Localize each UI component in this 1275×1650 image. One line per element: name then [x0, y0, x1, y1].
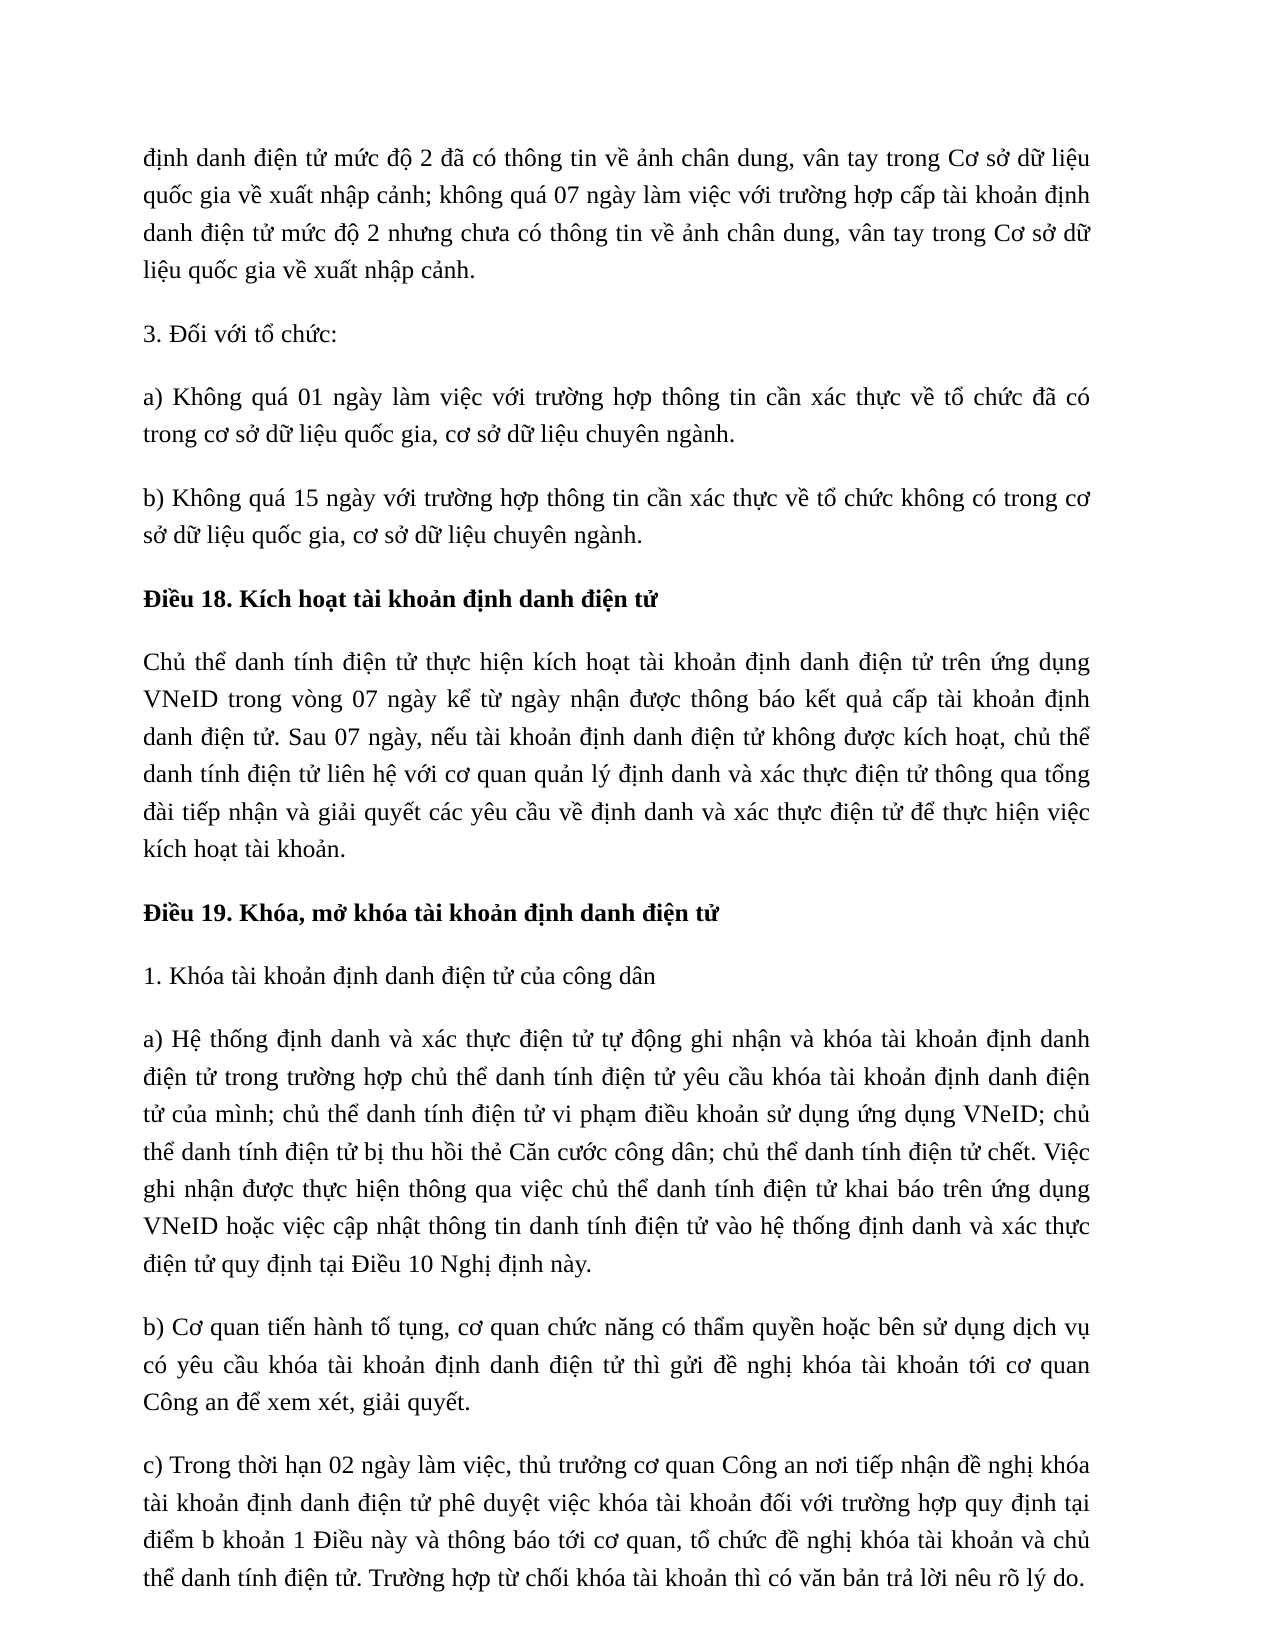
paragraph-continued-level-2: định danh điện tử mức độ 2 đã có thông tin về ảnh chân dung, vân tay trong Cơ sở dữ liệu quốc gia về xuất nhập cảnh; không quá 07 ngày làm việc với trường hợp cấp tài khoản định danh điện tử mức độ 2 nhưng chưa có thông tin về ảnh chân dung, vân tay trong Cơ sở dữ liệu quốc gia về xuất nhập cảnh.	[143, 143, 1090, 285]
heading-article-19: Điều 19. Khóa, mở khóa tài khoản định danh điện tử	[143, 897, 720, 927]
document-body	[143, 139, 1090, 1622]
paragraph-article-19-item-1a: a) Hệ thống định danh và xác thực điện tử tự động ghi nhận và khóa tài khoản định danh điện tử trong trường hợp chủ thể danh tính điện tử yêu cầu khóa tài khoản định danh điện tử của mình; chủ thể danh tính điện tử vi phạm điều khoản sử dụng ứng dụng VNeID; chủ thể danh tính điện tử bị thu hồi thẻ Căn cước công dân; chủ thể danh tính điện tử chết. Việc ghi nhận được thực hiện thông qua việc chủ thể danh tính điện tử khai báo trên ứng dụng VNeID hoặc việc cập nhật thông tin danh tính điện tử vào hệ thống định danh và xác thực điện tử quy định tại Điều 10 Nghị định này.	[143, 1024, 1090, 1278]
paragraph-article-18-body: Chủ thể danh tính điện tử thực hiện kích hoạt tài khoản định danh điện tử trên ứng dụng VNeID trong vòng 07 ngày kể từ ngày nhận được thông báo kết quả cấp tài khoản định danh điện tử. Sau 07 ngày, nếu tài khoản định danh điện tử không được kích hoạt, chủ thể danh tính điện tử liên hệ với cơ quan quản lý định danh và xác thực điện tử thông qua tổng đài tiếp nhận và giải quyết các yêu cầu về định danh và xác thực điện tử để thực hiện việc kích hoạt tài khoản.	[143, 647, 1090, 864]
heading-article-18: Điều 18. Kích hoạt tài khoản định danh điện tử	[143, 583, 659, 613]
paragraph-3b: b) Không quá 15 ngày với trường hợp thông tin cần xác thực về tổ chức không có trong cơ sở dữ liệu quốc gia, cơ sở dữ liệu chuyên ngành.	[143, 482, 1090, 550]
paragraph-3a: a) Không quá 01 ngày làm việc với trường hợp thông tin cần xác thực về tổ chức đã có trong cơ sở dữ liệu quốc gia, cơ sở dữ liệu chuyên ngành.	[143, 382, 1090, 449]
paragraph-article-19-item-1c: c) Trong thời hạn 02 ngày làm việc, thủ trưởng cơ quan Công an nơi tiếp nhận đề nghị khóa tài khoản định danh điện tử phê duyệt việc khóa tài khoản đối với trường hợp quy định tại điểm b khoản 1 Điều này và thông báo tới cơ quan, tổ chức đề nghị khóa tài khoản và chủ thể danh tính điện tử. Trường hợp từ chối khóa tài khoản thì có văn bản trả lời nêu rõ lý do.	[143, 1450, 1090, 1592]
paragraph-article-19-item-1b: b) Cơ quan tiến hành tố tụng, cơ quan chức năng có thẩm quyền hoặc bên sử dụng dịch vụ có yêu cầu khóa tài khoản định danh điện tử thì gửi đề nghị khóa tài khoản tới cơ quan Công an để xem xét, giải quyết.	[143, 1312, 1090, 1416]
paragraph-article-19-item-1: 1. Khóa tài khoản định danh điện tử của công dân	[143, 960, 656, 990]
paragraph-section-3-heading-line: 3. Đối với tổ chức:	[143, 318, 338, 348]
